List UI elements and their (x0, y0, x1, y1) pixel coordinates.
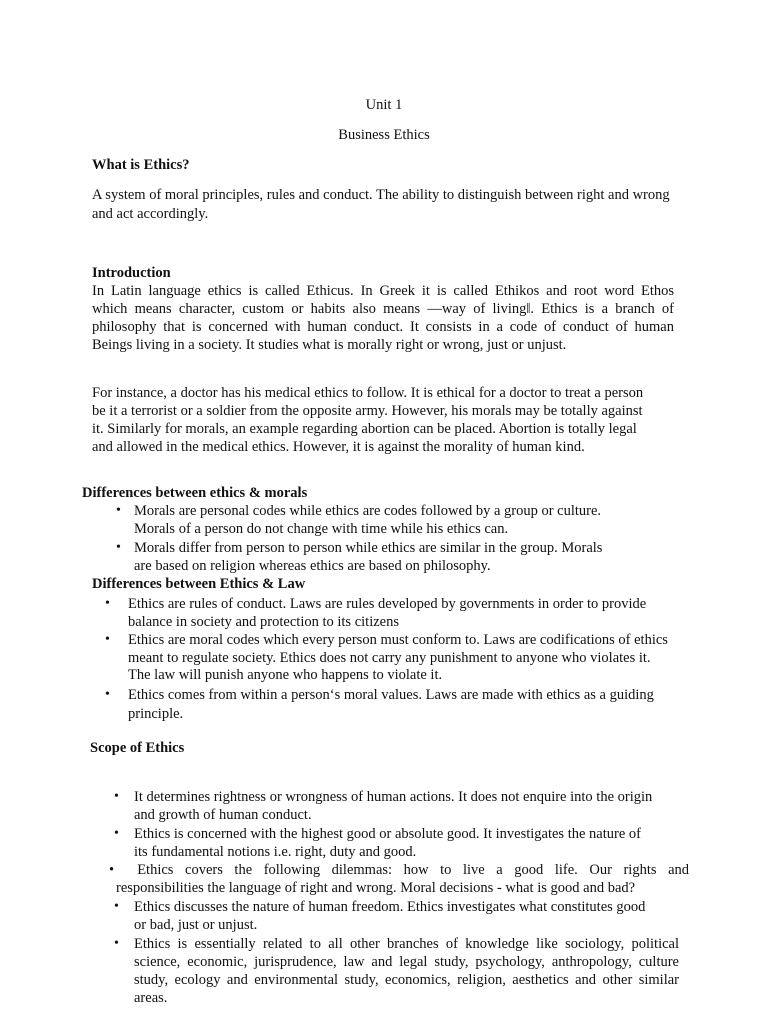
list-item-line: meant to regulate society. Ethics does not carry any punishment to anyone who violates it. (128, 650, 651, 666)
list-item-text: Ethics covers the following dilemmas: how to live a good life. Our rights and (137, 862, 689, 878)
document-title: Business Ethics (338, 127, 430, 143)
bullet-icon: • (116, 503, 121, 518)
unit-label: Unit 1 (365, 97, 403, 113)
bullet-icon: • (114, 826, 119, 841)
paragraph-line: In Latin language ethics is called Ethicus. In Greek it is called Ethikos and root word Ethos (92, 283, 674, 299)
paragraph-line: and allowed in the medical ethics. However, it is against the morality of human kind. (92, 439, 585, 455)
scope-heading: Scope of Ethics (90, 740, 185, 756)
list-item-line: its fundamental notions i.e. right, duty and good. (134, 844, 417, 860)
paragraph-line: philosophy that is concerned with human conduct. It consists in a code of conduct of human (92, 319, 674, 335)
list-item-line (109, 861, 689, 879)
list-item-line: Ethics discusses the nature of human freedom. Ethics investigates what constitutes good (134, 899, 646, 915)
bullet-icon: • (105, 596, 110, 611)
list-item-line: Ethics is essentially related to all other branches of knowledge like sociology, political (134, 936, 679, 952)
bullet-icon: • (114, 936, 119, 951)
list-item-line: science, economic, jurisprudence, law and legal study, psychology, anthropology, culture (134, 954, 679, 970)
list-item-line: or bad, just or unjust. (134, 917, 258, 933)
list-item-line: responsibilities the language of right and wrong. Moral decisions - what is good and bad? (116, 880, 636, 896)
list-item-line: Ethics comes from within a person‘s moral values. Laws are made with ethics as a guiding (128, 687, 654, 703)
bullet-icon: • (105, 687, 110, 702)
bullet-icon: • (116, 540, 121, 555)
paragraph-line: which means character, custom or habits also means —way of living‖. Ethics is a branch of (92, 301, 674, 317)
bullet-icon: • (105, 632, 110, 647)
list-item-line: The law will punish anyone who happens to violate it. (128, 667, 443, 683)
paragraph-line: For instance, a doctor has his medical ethics to follow. It is ethical for a doctor to treat a person (92, 385, 644, 401)
list-item-line: Ethics are moral codes which every person must conform to. Laws are codifications of ethics (128, 632, 668, 648)
list-item-line: It determines rightness or wrongness of human actions. It does not enquire into the origin (134, 789, 653, 805)
ethics-law-heading: Differences between Ethics & Law (92, 576, 306, 592)
what-is-ethics-heading: What is Ethics? (92, 157, 190, 173)
paragraph-line: and act accordingly. (92, 206, 209, 222)
bullet-icon: • (109, 862, 115, 878)
list-item-line: Morals differ from person to person while ethics are similar in the group. Morals (134, 540, 603, 556)
paragraph-line: it. Similarly for morals, an example regarding abortion can be placed. Abortion is totally legal (92, 421, 637, 437)
list-item-line: Ethics are rules of conduct. Laws are rules developed by governments in order to provide (128, 596, 647, 612)
paragraph-line: be it a terrorist or a soldier from the opposite army. However, his morals may be totally against (92, 403, 643, 419)
bullet-icon: • (114, 789, 119, 804)
paragraph-line: A system of moral principles, rules and conduct. The ability to distinguish between right and wrong (92, 187, 670, 203)
list-item-line: study, ecology and environmental study, economics, religion, aesthetics and other similar (134, 972, 679, 988)
list-item-line: are based on religion whereas ethics are based on philosophy. (134, 558, 491, 574)
ethics-morals-heading: Differences between ethics & morals (82, 485, 308, 501)
list-item-line: balance in society and protection to its citizens (128, 614, 399, 630)
list-item-line: and growth of human conduct. (134, 807, 312, 823)
list-item-line: principle. (128, 706, 184, 722)
list-item-line: areas. (134, 990, 168, 1006)
list-item-line: Ethics is concerned with the highest good or absolute good. It investigates the nature of (134, 826, 641, 842)
introduction-heading: Introduction (92, 265, 171, 281)
paragraph-line: Beings living in a society. It studies what is morally right or wrong, just or unjust. (92, 337, 567, 353)
bullet-icon: • (114, 899, 119, 914)
list-item-line: Morals of a person do not change with time while his ethics can. (134, 521, 509, 537)
list-item-line: Morals are personal codes while ethics are codes followed by a group or culture. (134, 503, 602, 519)
